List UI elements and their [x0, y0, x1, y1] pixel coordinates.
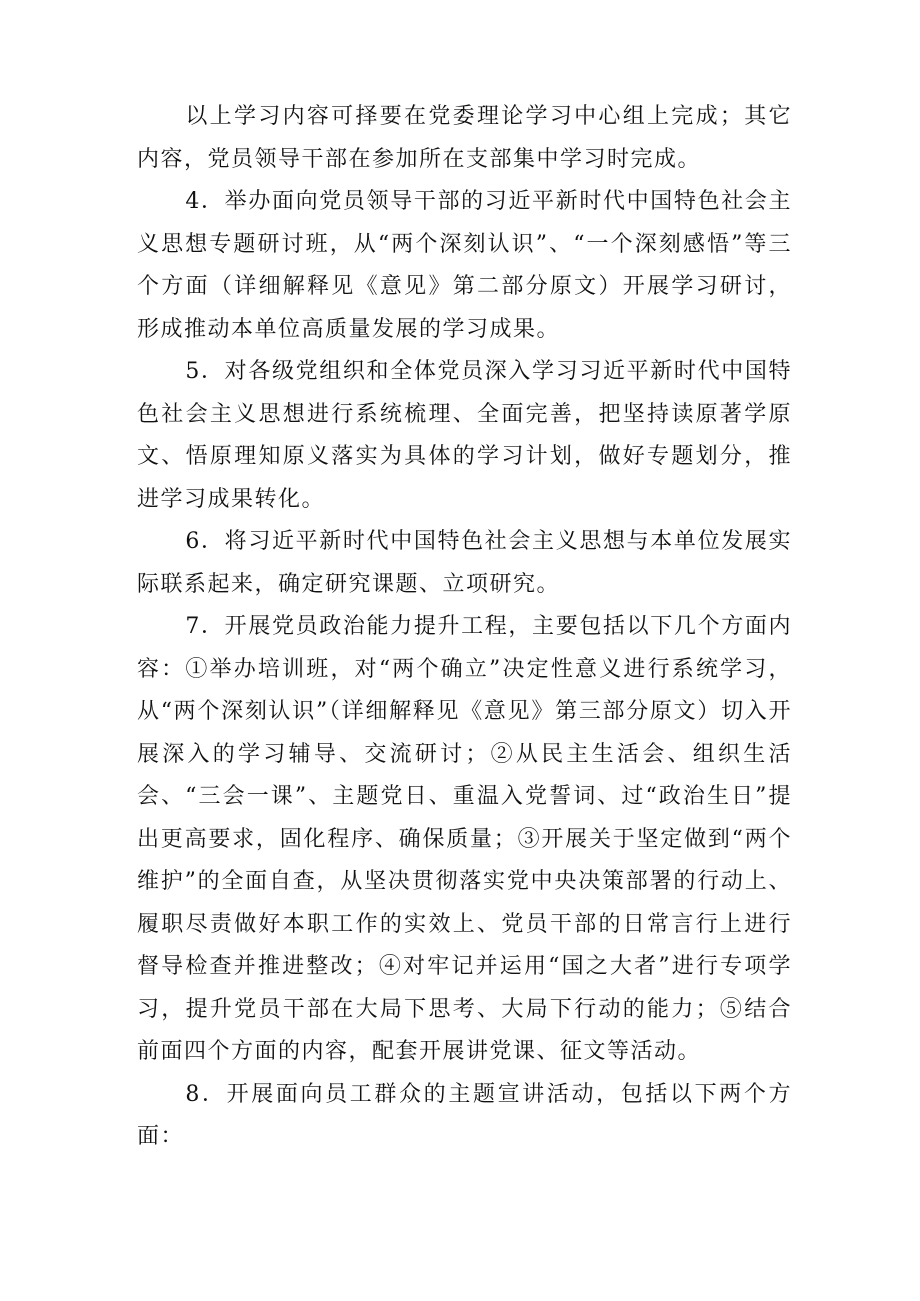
- paragraph-item-7: 7．开展党员政治能力提升工程，主要包括以下几个方面内容：①举办培训班，对“两个确立”决定性意义进行系统学习，从“两个深刻认识”（详细解释见《意见》第三部分原文）切入开展深入的学习辅导、交流研讨；②从民主生活会、组织生活会、“三会一课”、主题党日、重温入党誓词、过“政治生日”提出更高要求，固化程序、确保质量；③开展关于坚定做到“两个维护”的全面自查，从坚决贯彻落实党中央决策部署的行动上、履职尽责做好本职工作的实效上、党员干部的日常言行上进行督导检查并推进整改；④对牢记并运用“国之大者”进行专项学习，提升党员干部在大局下思考、大局下行动的能力；⑤结合前面四个方面的内容，配套开展讲党课、征文等活动。: [137, 614, 792, 1064]
- paragraph-item-5: 5．对各级党组织和全体党员深入学习习近平新时代中国特色社会主义思想进行系统梳理、全面完善，把坚持读原著学原文、悟原理知原义落实为具体的学习计划，做好专题划分，推进学习成果转化。: [137, 359, 792, 512]
- paragraph-item-4: 4．举办面向党员领导干部的习近平新时代中国特色社会主义思想专题研讨班，从“两个深刻认识”、“一个深刻感悟”等三个方面（详细解释见《意见》第二部分原文）开展学习研讨，形成推动本单位高质量发展的学习成果。: [137, 189, 792, 342]
- paragraph-item-8: 8．开展面向员工群众的主题宣讲活动，包括以下两个方面：: [137, 1081, 792, 1149]
- paragraph-item-6: 6．将习近平新时代中国特色社会主义思想与本单位发展实际联系起来，确定研究课题、立项研究。: [137, 529, 792, 597]
- paragraph-study-completion: 以上学习内容可择要在党委理论学习中心组上完成；其它内容，党员领导干部在参加所在支部集中学习时完成。: [137, 104, 792, 172]
